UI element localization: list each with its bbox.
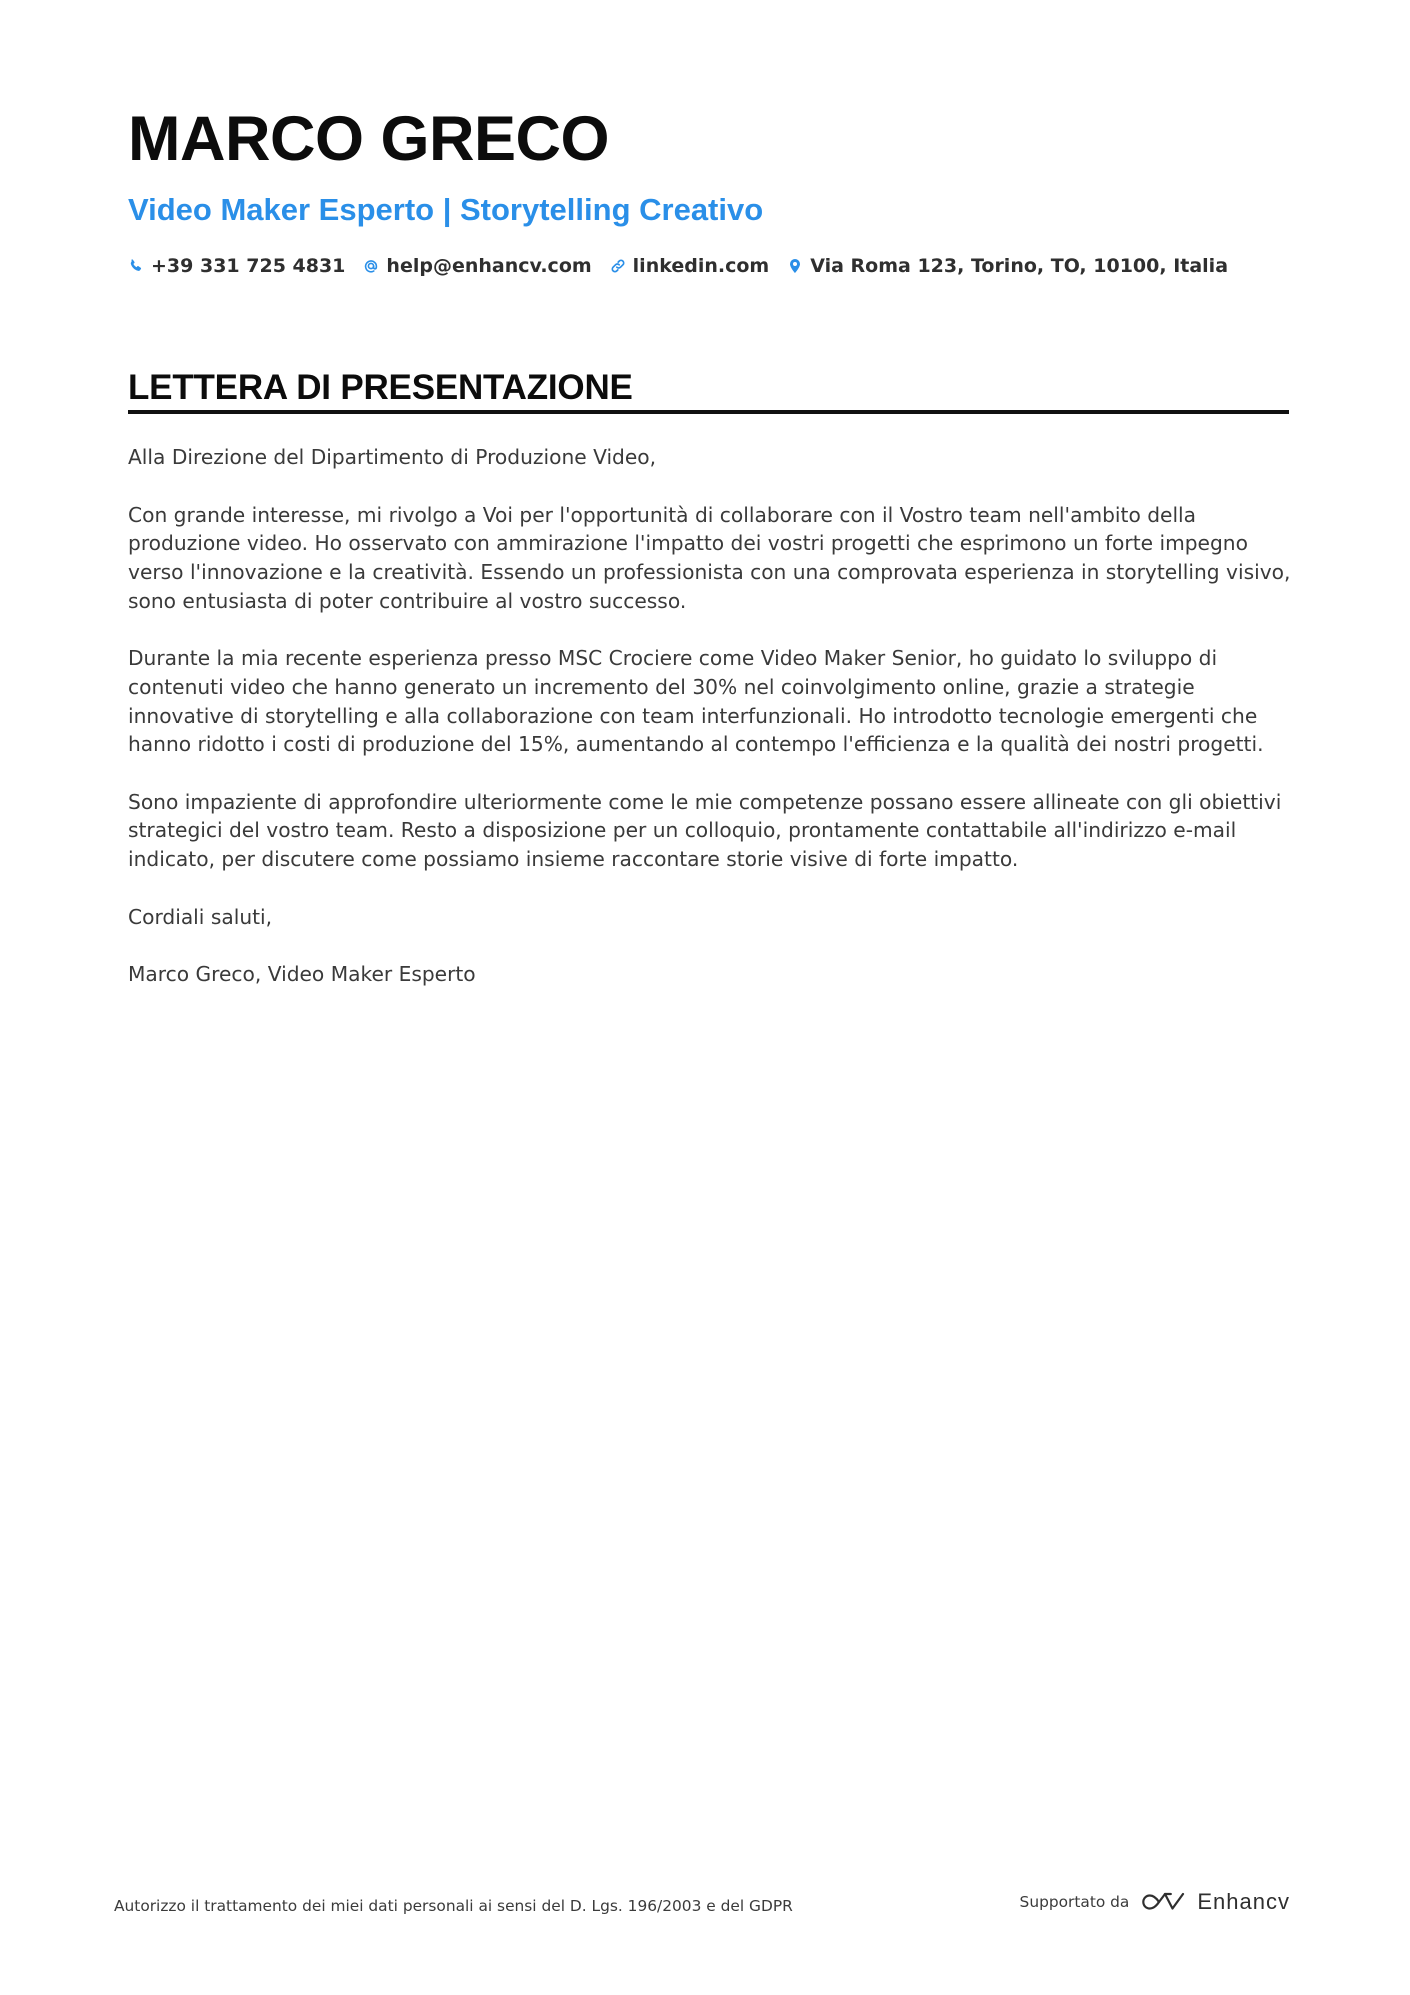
contact-linkedin-text: linkedin.com (632, 255, 770, 277)
candidate-name: MARCO GRECO (128, 104, 609, 174)
contact-email-text: help@enhancv.com (386, 255, 592, 277)
link-icon (610, 258, 626, 274)
contact-email[interactable] (363, 255, 591, 277)
contact-bar (128, 255, 1228, 277)
contact-phone (128, 255, 345, 277)
section-divider (128, 410, 1289, 414)
enhancv-brand-name: Enhancv (1197, 1889, 1290, 1914)
phone-icon (128, 258, 144, 274)
letter-body (128, 443, 1293, 1018)
letter-closing: Cordiali saluti, (128, 904, 273, 929)
letter-paragraph-2: Durante la mia recente esperienza presso MSC Crociere come Video Maker Senior, ho guidato lo sviluppo di contenuti video che hanno generato un incremento del 30% nel coinvolgimento online, grazie a strategie innovative di storytelling e alla collaborazione con team interfunzionali. Ho introdotto tecnologie emergenti che hanno ridotto i costi di produzione del 15%, aumentando al contempo l'efficienza e la qualità dei nostri progetti. (128, 646, 1264, 757)
powered-by-label: Supportato da (1019, 1893, 1130, 1911)
privacy-consent-note: Autorizzo il trattamento dei miei dati personali ai sensi del D. Lgs. 196/2003 e del GDPR (114, 1897, 793, 1915)
at-icon (363, 258, 379, 274)
letter-signature: Marco Greco, Video Maker Esperto (128, 962, 476, 987)
contact-phone-text: +39 331 725 4831 (151, 255, 346, 277)
letter-paragraph-1: Con grande interesse, mi rivolgo a Voi per l'opportunità di collaborare con il Vostro team nell'ambito della produzione video. Ho osservato con ammirazione l'impatto dei vostri progetti che esprimono un forte impegno verso l'innovazione e la creatività. Essendo un professionista con una comprovata esperienza in storytelling visivo, sono entusiasta di poter contribuire al vostro successo. (128, 502, 1291, 613)
contact-linkedin[interactable] (610, 255, 770, 277)
location-pin-icon (787, 258, 803, 274)
contact-address (787, 255, 1228, 277)
powered-by[interactable] (1020, 1888, 1290, 1916)
enhancv-logo-icon (1139, 1888, 1187, 1916)
letter-greeting: Alla Direzione del Dipartimento di Produzione Video, (128, 445, 657, 469)
letter-paragraph-3: Sono impaziente di approfondire ulteriormente come le mie competenze possano essere allineate con gli obiettivi strategici del vostro team. Resto a disposizione per un colloquio, prontamente contattabile all'indirizzo e-mail indicato, per discutere come possiamo insieme raccontare storie visive di forte impatto. (128, 789, 1282, 872)
contact-address-text: Via Roma 123, Torino, TO, 10100, Italia (810, 255, 1229, 277)
candidate-title: Video Maker Esperto | Storytelling Creativo (128, 192, 764, 227)
section-title: LETTERA DI PRESENTAZIONE (128, 368, 633, 407)
